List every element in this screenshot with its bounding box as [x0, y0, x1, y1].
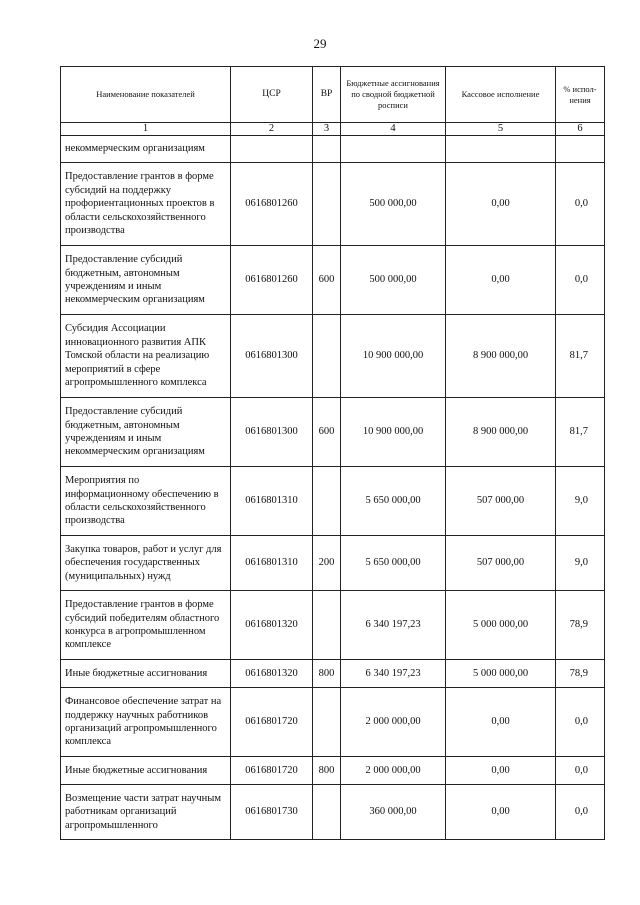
table-row: [61, 315, 605, 398]
row-budget-cell: 2 000 000,00: [341, 757, 446, 785]
table-row: [61, 163, 605, 246]
row-name-cell: Предоставление субсидий бюджетным, автономным учреждениям и иным некоммерческим организациям: [61, 398, 231, 467]
row-cash-cell: 0,00: [446, 785, 556, 840]
row-budget-cell: 360 000,00: [341, 785, 446, 840]
column-number: 2: [231, 123, 313, 136]
column-number: 6: [556, 123, 605, 136]
row-csr-cell: 0616801320: [231, 591, 313, 660]
row-budget-cell: 10 900 000,00: [341, 398, 446, 467]
row-vr-cell: 600: [313, 246, 341, 315]
row-csr-cell: 0616801300: [231, 315, 313, 398]
table-row: [61, 757, 605, 785]
row-name-cell: Финансовое обеспечение затрат на поддержку научных работников организаций агропромышленного комплекса: [61, 688, 231, 757]
header-vr: ВР: [313, 67, 341, 123]
row-name-cell: Мероприятия по информационному обеспечению в области сельскохозяйственного производства: [61, 467, 231, 536]
row-cash-cell: 8 900 000,00: [446, 398, 556, 467]
row-percent-cell: 78,9: [556, 660, 605, 688]
row-cash-cell: 0,00: [446, 688, 556, 757]
row-cash-cell: [446, 136, 556, 163]
row-budget-cell: 5 650 000,00: [341, 467, 446, 536]
row-csr-cell: 0616801260: [231, 246, 313, 315]
row-percent-cell: 0,0: [556, 163, 605, 246]
row-budget-cell: 6 340 197,23: [341, 660, 446, 688]
row-csr-cell: 0616801720: [231, 688, 313, 757]
row-budget-cell: 10 900 000,00: [341, 315, 446, 398]
table-row: [61, 246, 605, 315]
column-number: 4: [341, 123, 446, 136]
row-cash-cell: 5 000 000,00: [446, 660, 556, 688]
header-execution-percent: % испол-нения: [556, 67, 605, 123]
column-number: 1: [61, 123, 231, 136]
row-budget-cell: [341, 136, 446, 163]
row-name-cell: Предоставление грантов в форме субсидий победителям областного конкурса в агропромышленном комплексе: [61, 591, 231, 660]
column-number: 3: [313, 123, 341, 136]
row-cash-cell: 5 000 000,00: [446, 591, 556, 660]
row-name-cell: Субсидия Ассоциации инновационного развития АПК Томской области на реализацию мероприятий в сфере агропромышленного комплекса: [61, 315, 231, 398]
header-budget-allocations: Бюджетные ассигнования по сводной бюджетной росписи: [341, 67, 446, 123]
table-row: [61, 785, 605, 840]
row-cash-cell: 8 900 000,00: [446, 315, 556, 398]
row-vr-cell: [313, 136, 341, 163]
row-vr-cell: 200: [313, 536, 341, 591]
row-csr-cell: 0616801310: [231, 467, 313, 536]
table-row: [61, 398, 605, 467]
row-vr-cell: 800: [313, 757, 341, 785]
row-vr-cell: 600: [313, 398, 341, 467]
row-cash-cell: 0,00: [446, 163, 556, 246]
row-percent-cell: 9,0: [556, 467, 605, 536]
row-vr-cell: [313, 591, 341, 660]
row-budget-cell: 500 000,00: [341, 163, 446, 246]
row-percent-cell: 81,7: [556, 315, 605, 398]
row-vr-cell: [313, 163, 341, 246]
header-cash-execution: Кассовое исполнение: [446, 67, 556, 123]
row-percent-cell: [556, 136, 605, 163]
row-csr-cell: 0616801310: [231, 536, 313, 591]
row-cash-cell: 507 000,00: [446, 467, 556, 536]
row-percent-cell: 9,0: [556, 536, 605, 591]
row-cash-cell: 0,00: [446, 757, 556, 785]
budget-execution-table: [60, 66, 605, 840]
row-vr-cell: [313, 785, 341, 840]
page-number: 29: [313, 36, 327, 51]
row-budget-cell: 6 340 197,23: [341, 591, 446, 660]
row-csr-cell: 0616801260: [231, 163, 313, 246]
row-name-cell: Иные бюджетные ассигнования: [61, 660, 231, 688]
table-row: [61, 688, 605, 757]
column-number: 5: [446, 123, 556, 136]
row-budget-cell: 2 000 000,00: [341, 688, 446, 757]
row-name-cell: некоммерческим организациям: [61, 136, 231, 163]
row-percent-cell: 0,0: [556, 688, 605, 757]
row-csr-cell: 0616801720: [231, 757, 313, 785]
row-percent-cell: 0,0: [556, 785, 605, 840]
row-percent-cell: 78,9: [556, 591, 605, 660]
table-row: [61, 467, 605, 536]
row-name-cell: Закупка товаров, работ и услуг для обеспечения государственных (муниципальных) нужд: [61, 536, 231, 591]
row-csr-cell: 0616801300: [231, 398, 313, 467]
row-cash-cell: 0,00: [446, 246, 556, 315]
row-percent-cell: 81,7: [556, 398, 605, 467]
row-budget-cell: 500 000,00: [341, 246, 446, 315]
row-vr-cell: [313, 467, 341, 536]
row-cash-cell: 507 000,00: [446, 536, 556, 591]
table-row: [61, 660, 605, 688]
header-csr: ЦСР: [231, 67, 313, 123]
table-row: [61, 536, 605, 591]
row-vr-cell: [313, 315, 341, 398]
row-csr-cell: 0616801320: [231, 660, 313, 688]
row-csr-cell: [231, 136, 313, 163]
row-name-cell: Возмещение части затрат научным работникам организаций агропромышленного: [61, 785, 231, 840]
table-row: [61, 591, 605, 660]
row-vr-cell: 800: [313, 660, 341, 688]
row-percent-cell: 0,0: [556, 757, 605, 785]
row-name-cell: Предоставление субсидий бюджетным, автономным учреждениям и иным некоммерческим организациям: [61, 246, 231, 315]
row-vr-cell: [313, 688, 341, 757]
row-percent-cell: 0,0: [556, 246, 605, 315]
table-row: [61, 136, 605, 163]
row-budget-cell: 5 650 000,00: [341, 536, 446, 591]
row-name-cell: Предоставление грантов в форме субсидий на поддержку профориентационных проектов в области сельскохозяйственного производства: [61, 163, 231, 246]
header-name: Наименование показателей: [61, 67, 231, 123]
row-name-cell: Иные бюджетные ассигнования: [61, 757, 231, 785]
row-csr-cell: 0616801730: [231, 785, 313, 840]
